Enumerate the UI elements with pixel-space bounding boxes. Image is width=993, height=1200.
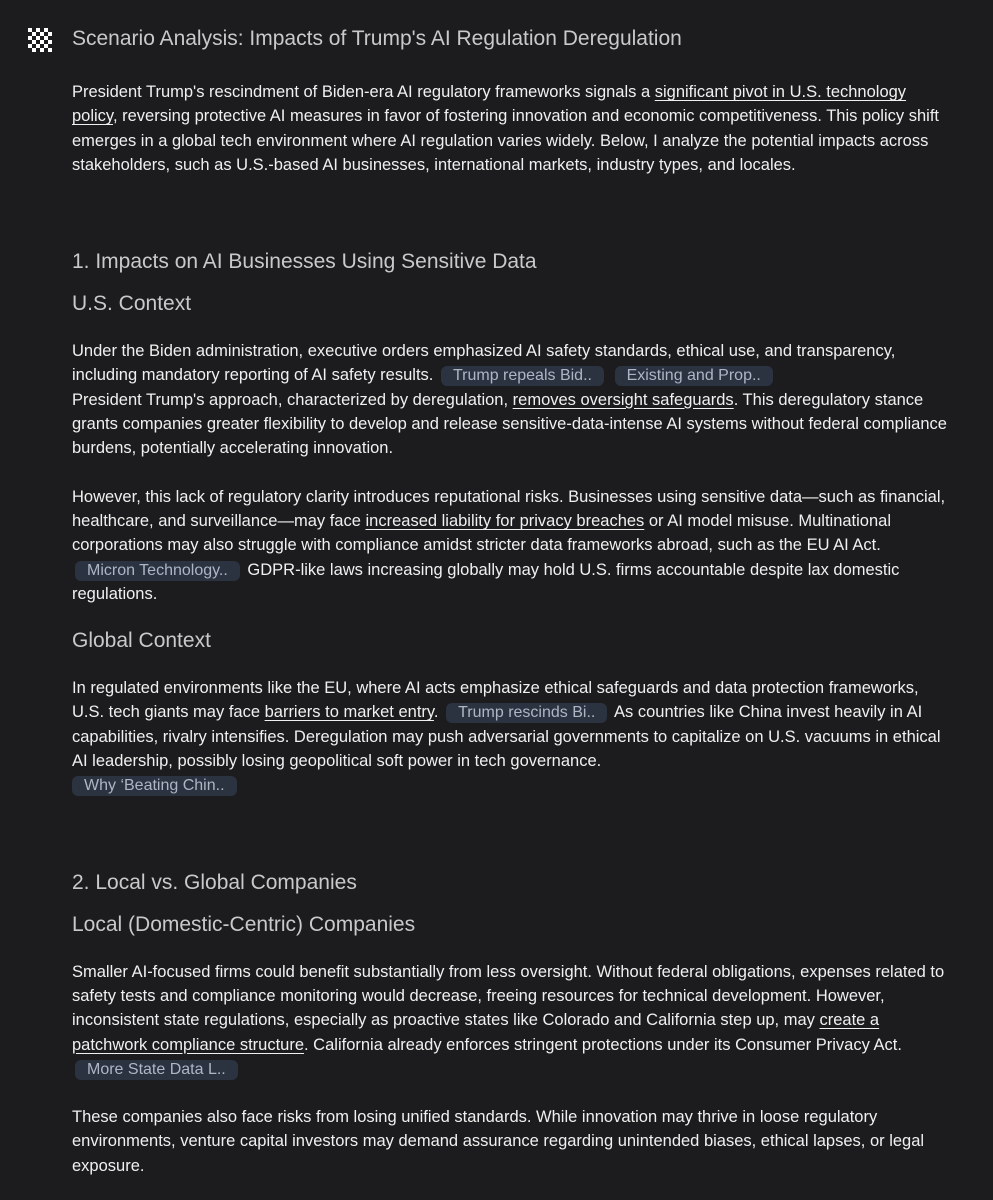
section-heading: 1. Impacts on AI Businesses Using Sensitive Data — [72, 250, 537, 274]
text-run: or AI model misuse. Multinational corporations may also struggle with compliance amidst stricter data frameworks abroad, such as the EU AI Act. — [72, 511, 891, 555]
text-run: However, this lack of regulatory clarity introduces reputational risks. Businesses using sensitive data—such as financial, healthcare, and surveillance—may face — [72, 487, 946, 530]
page-title: Scenario Analysis: Impacts of Trump's AI Regulation Deregulation — [72, 27, 682, 50]
text-run: . — [433, 703, 439, 722]
text-run: . This deregulatory stance grants companies greater flexibility to develop and release sensitive-data-intense AI systems without federal compliance burdens, potentially accelerating innovation. — [72, 390, 947, 458]
text-run: Under the Biden administration, executive orders emphasized AI safety standards, ethical use, and transparency, including mandatory reporting of AI safety results. — [72, 342, 896, 385]
app-logo-icon — [28, 28, 52, 52]
text-run: . California already enforces stringent protections under its Consumer Privacy Act. — [304, 1035, 902, 1054]
text-run: GDPR-like laws increasing globally may hold U.S. firms accountable despite lax domestic regulations. — [72, 560, 900, 603]
intro-paragraph — [72, 80, 952, 177]
text-run: President Trump's approach, characterized by deregulation, — [72, 390, 513, 409]
citation-link[interactable]: create a patchwork compliance structure — [72, 1011, 880, 1054]
source-chip[interactable]: Trump rescinds Bi.. — [446, 703, 607, 723]
paragraph — [72, 485, 952, 606]
paragraph — [72, 676, 952, 797]
paragraph: These companies also face risks from losing unified standards. While innovation may thrive in loose regulatory environments, venture capital investors may demand assurance regarding unintended biases, ethical lapses, or legal exposure. — [72, 1108, 925, 1175]
source-chip[interactable]: More State Data L.. — [75, 1060, 238, 1080]
citation-link[interactable]: significant pivot in U.S. technology policy — [72, 83, 907, 126]
subsection-heading: Local (Domestic-Centric) Companies — [72, 912, 416, 936]
paragraph — [72, 960, 952, 1081]
text-run: As countries like China invest heavily in AI capabilities, rivalry intensifies. Deregulation may push adversarial governments to capitalize on U.S. vacuums in ethical AI leadership, possibly losing geopolitical soft power in tech governance. — [72, 703, 941, 771]
citation-link[interactable]: increased liability for privacy breaches — [365, 511, 645, 530]
subsection-heading: Global Context — [72, 629, 211, 653]
text-run: In regulated environments like the EU, where AI acts emphasize ethical safeguards and data protection frameworks, U.S. tech giants may face — [72, 679, 919, 722]
subsection-heading: U.S. Context — [72, 292, 192, 316]
source-chip[interactable]: Why ‘Beating Chin.. — [72, 776, 237, 796]
section-heading: 2. Local vs. Global Companies — [72, 870, 357, 894]
source-chip[interactable]: Trump repeals Bid.. — [441, 366, 604, 386]
source-chip[interactable]: Micron Technology.. — [75, 561, 240, 581]
source-chip[interactable]: Existing and Prop.. — [615, 366, 773, 386]
citation-link[interactable]: removes oversight safeguards — [512, 390, 734, 409]
citation-link[interactable]: barriers to market entry — [264, 703, 434, 722]
text-run: Smaller AI-focused firms could benefit substantially from less oversight. Without federal obligations, expenses related to safety tests and compliance monitoring would decrease, freeing resources for technical development. However, inconsistent state regulations, especially as proactive states like Colorado and California step up, may — [72, 962, 945, 1030]
text-run: President Trump's rescindment of Biden-era AI regulatory frameworks signals a — [72, 83, 655, 101]
text-run: , reversing protective AI measures in favor of fostering innovation and economic competitiveness. This policy shift emerges in a global tech environment where AI regulation varies widely. Below, I analyze the potential impacts across stakeholders, such as U.S.-based AI businesses, international markets, industry types, and locales. — [72, 107, 939, 174]
document-content — [72, 24, 952, 1178]
paragraph — [72, 339, 952, 460]
